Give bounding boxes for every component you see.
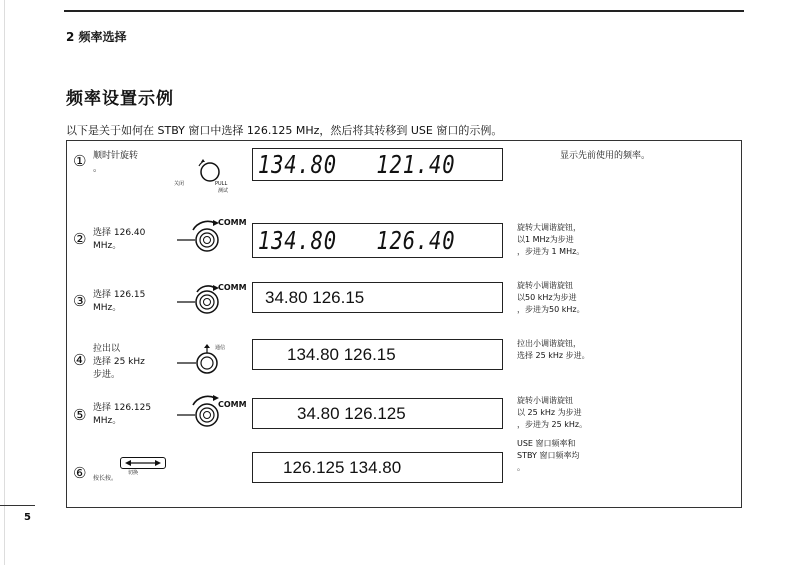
step-2-number: ② xyxy=(73,230,87,248)
page-heading: 频率设置示例 xyxy=(66,89,174,109)
step-3-note: 旋转小调谐旋钮 以50 kHz为步进 ，步进为50 kHz。 xyxy=(517,281,585,314)
step-2-note: 旋转大调谐旋钮， 以1 MHz为步进 ，步进为 1 MHz。 xyxy=(517,223,585,256)
display-1 xyxy=(252,148,503,181)
display-6 xyxy=(252,452,503,483)
display-2 xyxy=(252,223,503,258)
step-1-note: 显示先前使用的频率。 xyxy=(560,151,651,161)
step-6-instruction: 按长按。 xyxy=(93,475,118,482)
display-4 xyxy=(252,339,503,370)
knob-label-pull: PULL xyxy=(215,181,228,187)
step-5-instruction: 选择 126.125 MHz。 xyxy=(93,403,152,426)
knob-label: COMM xyxy=(218,218,247,227)
display-3 xyxy=(252,282,503,313)
step-3-instruction: 选择 126.15 MHz。 xyxy=(93,290,146,313)
frequency-readout: 34.80 126.125 xyxy=(297,404,406,423)
step-6-note: USE 窗口频率和 STBY 窗口频率均 。 xyxy=(517,439,580,472)
top-rule xyxy=(64,10,744,12)
step-1-instruction: 顺时针旋转 。 xyxy=(93,151,139,174)
step-5-number: ⑤ xyxy=(73,406,87,424)
display-5 xyxy=(252,398,503,429)
step-6-number: ⑥ xyxy=(73,464,87,482)
knob-label: COMM xyxy=(218,400,247,409)
frequency-readout: 134.80 121.40 xyxy=(257,150,456,179)
frequency-readout: 134.80 126.40 xyxy=(257,226,456,255)
switch-label: 切换 xyxy=(128,470,139,476)
step-2-instruction: 选择 126.40 MHz。 xyxy=(93,228,146,251)
knob-label: COMM xyxy=(218,283,247,292)
transfer-switch xyxy=(120,457,166,469)
step-4-instruction: 拉出以 选择 25 kHz 步进。 xyxy=(93,344,145,380)
step-5-note: 旋转小调谐旋钮 以 25 kHz 为步进 ，步进为 25 kHz。 xyxy=(517,396,588,429)
step-4-note: 拉出小调谐旋钮， 选择 25 kHz 步进。 xyxy=(517,339,590,360)
frequency-readout: 34.80 126.15 xyxy=(265,288,365,307)
page-number: 5 xyxy=(24,512,31,523)
intro-text: 以下是关于如何在 STBY 窗口中选择 126.125 MHz，然后将其转移到 USE 窗口的示例。 xyxy=(66,124,503,137)
frequency-readout: 126.125 134.80 xyxy=(283,458,402,477)
frequency-readout: 134.80 126.15 xyxy=(287,345,396,364)
step-1-number: ① xyxy=(73,152,87,170)
knob-label-off: 关闭 xyxy=(174,181,185,187)
left-margin-bar xyxy=(4,0,5,565)
swap-arrow-icon xyxy=(121,458,165,468)
knob-label: 通信 xyxy=(215,345,226,351)
section-title: 2 频率选择 xyxy=(66,30,127,44)
step-4-number: ④ xyxy=(73,351,87,369)
knob-label-test: 测试 xyxy=(218,188,229,194)
footer-rule xyxy=(0,505,35,506)
step-3-number: ③ xyxy=(73,292,87,310)
